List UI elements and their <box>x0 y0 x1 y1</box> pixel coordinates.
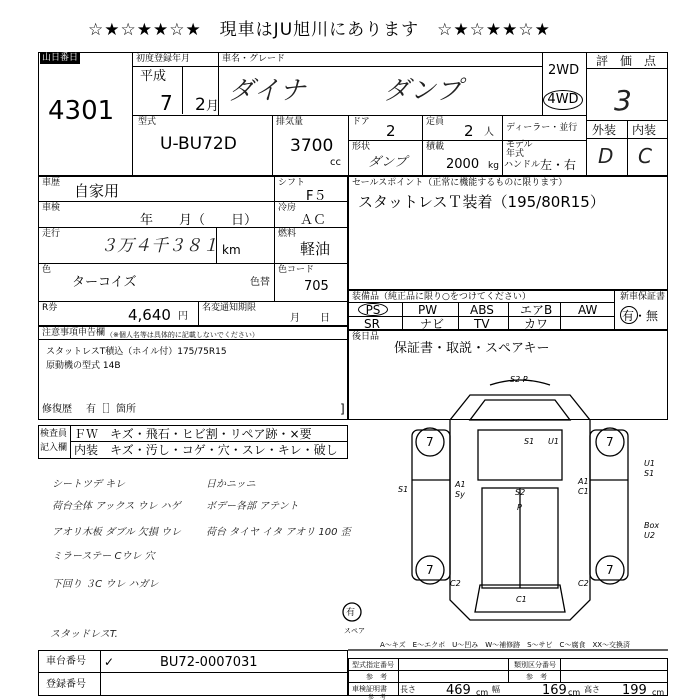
repair-history: 有［］箇所 <box>86 404 136 415</box>
sales-point: スタットレスＴ装着（195/80R15） <box>358 193 605 211</box>
capacity-unit: 人 <box>484 127 494 138</box>
handwritten-note-9: スタッドレスT. <box>50 629 118 640</box>
equip-sr: SR <box>364 317 380 331</box>
diag-label-s2-line2: P <box>517 503 522 512</box>
shape-label: 形状 <box>352 142 371 152</box>
doors-label: ドア <box>352 117 370 127</box>
displacement-label: 排気量 <box>276 117 304 127</box>
diag-label-c1-rear: C1 <box>516 595 527 604</box>
equip-ps-circled: PS <box>358 303 388 316</box>
handwritten-note-8: 荷台 タイヤ イタ アオリ 100 歪 <box>206 527 351 538</box>
color-label: 色 <box>42 265 52 275</box>
handwritten-note-4: ミラーステー Cウレ 穴 <box>52 551 155 562</box>
capacity: 2 <box>464 122 474 140</box>
equipment-label: 装備品（純正品に限り○をつけてください） <box>352 292 531 302</box>
color-code-label: 色コード <box>278 265 315 275</box>
month-unit: 月 <box>206 99 220 114</box>
handwritten-note-2: 荷台全体 アックス ウレ ハゲ <box>52 501 181 512</box>
sales-point-label: セールスポイント（正常に機能するものに限ります） <box>352 178 568 188</box>
handwritten-note-3: アオリ木板 ダブル 欠損 ウレ <box>52 527 182 538</box>
diag-label-u1-upper: U1 <box>548 437 559 446</box>
chassis-number: BU72-0007031 <box>160 655 258 670</box>
color-swap-label: 色替 <box>250 277 270 288</box>
diag-label-a1-c1-line2: C1 <box>578 487 589 496</box>
diag-label-u1-line2: S1 <box>644 469 655 478</box>
width-label: 幅 <box>492 685 500 694</box>
logo: 山日番日 <box>42 53 79 63</box>
model-label: 型式 <box>138 117 157 127</box>
doors: 2 <box>386 122 396 140</box>
2wd-option: 2WD <box>548 63 580 78</box>
length-unit: cm <box>476 688 489 697</box>
mileage-label: 走行 <box>42 229 61 239</box>
fuel-label: 燃料 <box>278 229 297 239</box>
note-line-1: スタットレスT積込（ホイル付）175/75R15 <box>46 347 227 357</box>
type-designation-label: 型式指定番号 <box>352 661 394 669</box>
length-label: 長さ <box>400 685 416 694</box>
diag-label-a1-c1-line1: A1 <box>578 477 589 486</box>
handwritten-note-6: 日かニッニ <box>206 479 256 490</box>
handwritten-note-1: シートツデ キレ <box>52 479 126 490</box>
width: 169 <box>542 683 567 698</box>
diag-label-u2: U2 <box>644 531 655 540</box>
diag-label-s2-line1: S2 <box>515 488 526 497</box>
exterior-label: 外装 <box>592 123 617 137</box>
height-label: 高さ <box>584 685 600 694</box>
damage-legend: A～キズ E～エクボ U～凹み W～補修跡 S～サビ C～腐食 XX～交換済 <box>380 641 631 649</box>
load-capacity: 2000 <box>446 157 480 172</box>
shape: ダンプ <box>368 155 408 170</box>
check-row-interior: 内装 キズ・汚し・コゲ・穴・スレ・キレ・破し <box>74 443 338 457</box>
interior-label: 内装 <box>632 123 657 137</box>
dealer-label: ディーラー・並行 <box>506 123 578 133</box>
color: ターコイズ <box>72 275 137 290</box>
car-name: ダイナ ダンプ <box>228 76 462 106</box>
4wd-option-circled: 4WD <box>543 90 583 110</box>
mileage-unit: km <box>222 243 241 257</box>
displacement-unit: cc <box>330 157 341 168</box>
new-car-warranty-label: 新車保証書 <box>620 292 666 302</box>
shift: F５ <box>306 189 327 204</box>
spare-label: スペア <box>344 627 365 635</box>
equip-pw: PW <box>418 303 438 317</box>
lot-number: 4301 <box>48 96 115 126</box>
model-year-label: モデル 年式 <box>506 140 533 159</box>
equip-abs: ABS <box>470 303 494 317</box>
recycle-fee: 4,640 <box>128 306 171 324</box>
model-code: U-BU72D <box>160 134 237 154</box>
spare-mark: 有 <box>346 608 356 618</box>
repair-label: 修復歴 <box>42 404 72 415</box>
check-row-fw: ＦＷ キズ・飛石・ヒビ割・リペア跡・×要 <box>74 427 312 441</box>
exterior-grade: D <box>598 144 614 168</box>
height: 199 <box>622 683 647 698</box>
interior-grade: C <box>638 144 652 168</box>
bracket-close: ] <box>340 402 345 416</box>
chassis-check: ✓ <box>104 655 115 669</box>
recycle-label: R券 <box>42 303 58 313</box>
color-code: 705 <box>304 279 329 294</box>
equip-tv: TV <box>474 317 490 331</box>
diag-top-label: S2 P <box>510 375 528 384</box>
tire-mark-fl: 7 <box>426 435 434 449</box>
entry-label: 記入欄 <box>40 443 68 453</box>
inspection-label: 車検 <box>42 203 61 213</box>
reg-number-label: 登録番号 <box>46 679 86 690</box>
load-label: 積載 <box>426 142 445 152</box>
era: 平成 <box>140 69 167 84</box>
diag-label-c2-right: C2 <box>578 579 589 588</box>
equip-aw: AW <box>578 303 598 317</box>
handwritten-note-5: 下回り ３C ウレ ハガレ <box>52 579 159 590</box>
diag-label-c2-left: C2 <box>450 579 461 588</box>
meigi-date: 月 日 <box>290 313 330 324</box>
capacity-label: 定員 <box>426 117 445 127</box>
equip-navi: ナビ <box>420 317 445 331</box>
note-line-2: 原動機の型式 14B <box>46 361 121 371</box>
length: 469 <box>446 683 471 698</box>
tire-mark-rl: 7 <box>426 563 434 577</box>
first-reg-month: 2 <box>195 95 206 115</box>
dims-sub: 参 考 <box>368 694 387 700</box>
accessories-label: 後日品 <box>352 332 380 342</box>
chassis-label: 車台番号 <box>46 656 86 667</box>
new-car-warranty: 有・無 <box>622 309 659 323</box>
height-unit: cm <box>652 688 665 697</box>
tire-mark-fr: 7 <box>606 435 614 449</box>
handwritten-note-7: ボデー各部 アテント <box>206 501 299 512</box>
equip-leather: カワ <box>524 317 549 331</box>
recycle-unit: 円 <box>178 311 188 322</box>
history-label: 車歴 <box>42 178 61 188</box>
diag-label-s1-upper: S1 <box>524 437 535 446</box>
handle-label: ハンドル <box>504 160 541 170</box>
mileage: ３万４千３８１ <box>100 236 219 256</box>
type-designation-sub: 参 考 <box>366 673 387 681</box>
first-reg-year: 7 <box>160 91 173 115</box>
displacement: 3700 <box>290 136 334 156</box>
notes-sub: （※個人名等は具体的に記載しないでください） <box>106 331 259 339</box>
meigi-label: 名変通知期限 <box>202 303 257 313</box>
diag-label-s1-left: S1 <box>398 485 409 494</box>
class-number-sub: 参 考 <box>526 673 547 681</box>
handle: 左・右 <box>540 158 577 172</box>
diag-label-a1-sy-line2: Sy <box>455 490 465 499</box>
inspector-label: 検査員 <box>40 429 68 439</box>
diag-label-u1-line1: U1 <box>644 459 655 468</box>
equip-airbag: エアB <box>520 303 553 317</box>
tire-mark-rr: 7 <box>606 563 614 577</box>
diag-label-a1-sy-line1: A1 <box>455 480 466 489</box>
accessories: 保証書・取説・スペアキー <box>394 341 550 356</box>
load-unit: kg <box>488 161 499 171</box>
car-name-label: 車名・グレード <box>222 54 286 64</box>
ac-label: 冷房 <box>278 203 297 213</box>
ac: ＡＣ <box>300 213 327 228</box>
class-number-label: 類別区分番号 <box>514 661 556 669</box>
history: 自家用 <box>74 182 120 200</box>
notes-label: 注意事項申告欄 <box>42 328 106 338</box>
width-unit: cm <box>568 688 581 697</box>
grade-score: 3 <box>614 84 632 117</box>
diag-label-box: Box <box>644 521 660 530</box>
dims-label: 車検証明書 <box>352 685 387 693</box>
first-reg-label: 初度登録年月 <box>136 54 191 64</box>
shift-label: シフト <box>278 178 306 188</box>
fuel: 軽油 <box>300 240 331 258</box>
location-banner: ☆★☆★★☆★ 現車はJU旭川にあります ☆★☆★★☆★ <box>88 20 551 40</box>
grade-label: 評 価 点 <box>596 54 657 68</box>
inspection-date: 年 月（ 日） <box>140 213 258 228</box>
